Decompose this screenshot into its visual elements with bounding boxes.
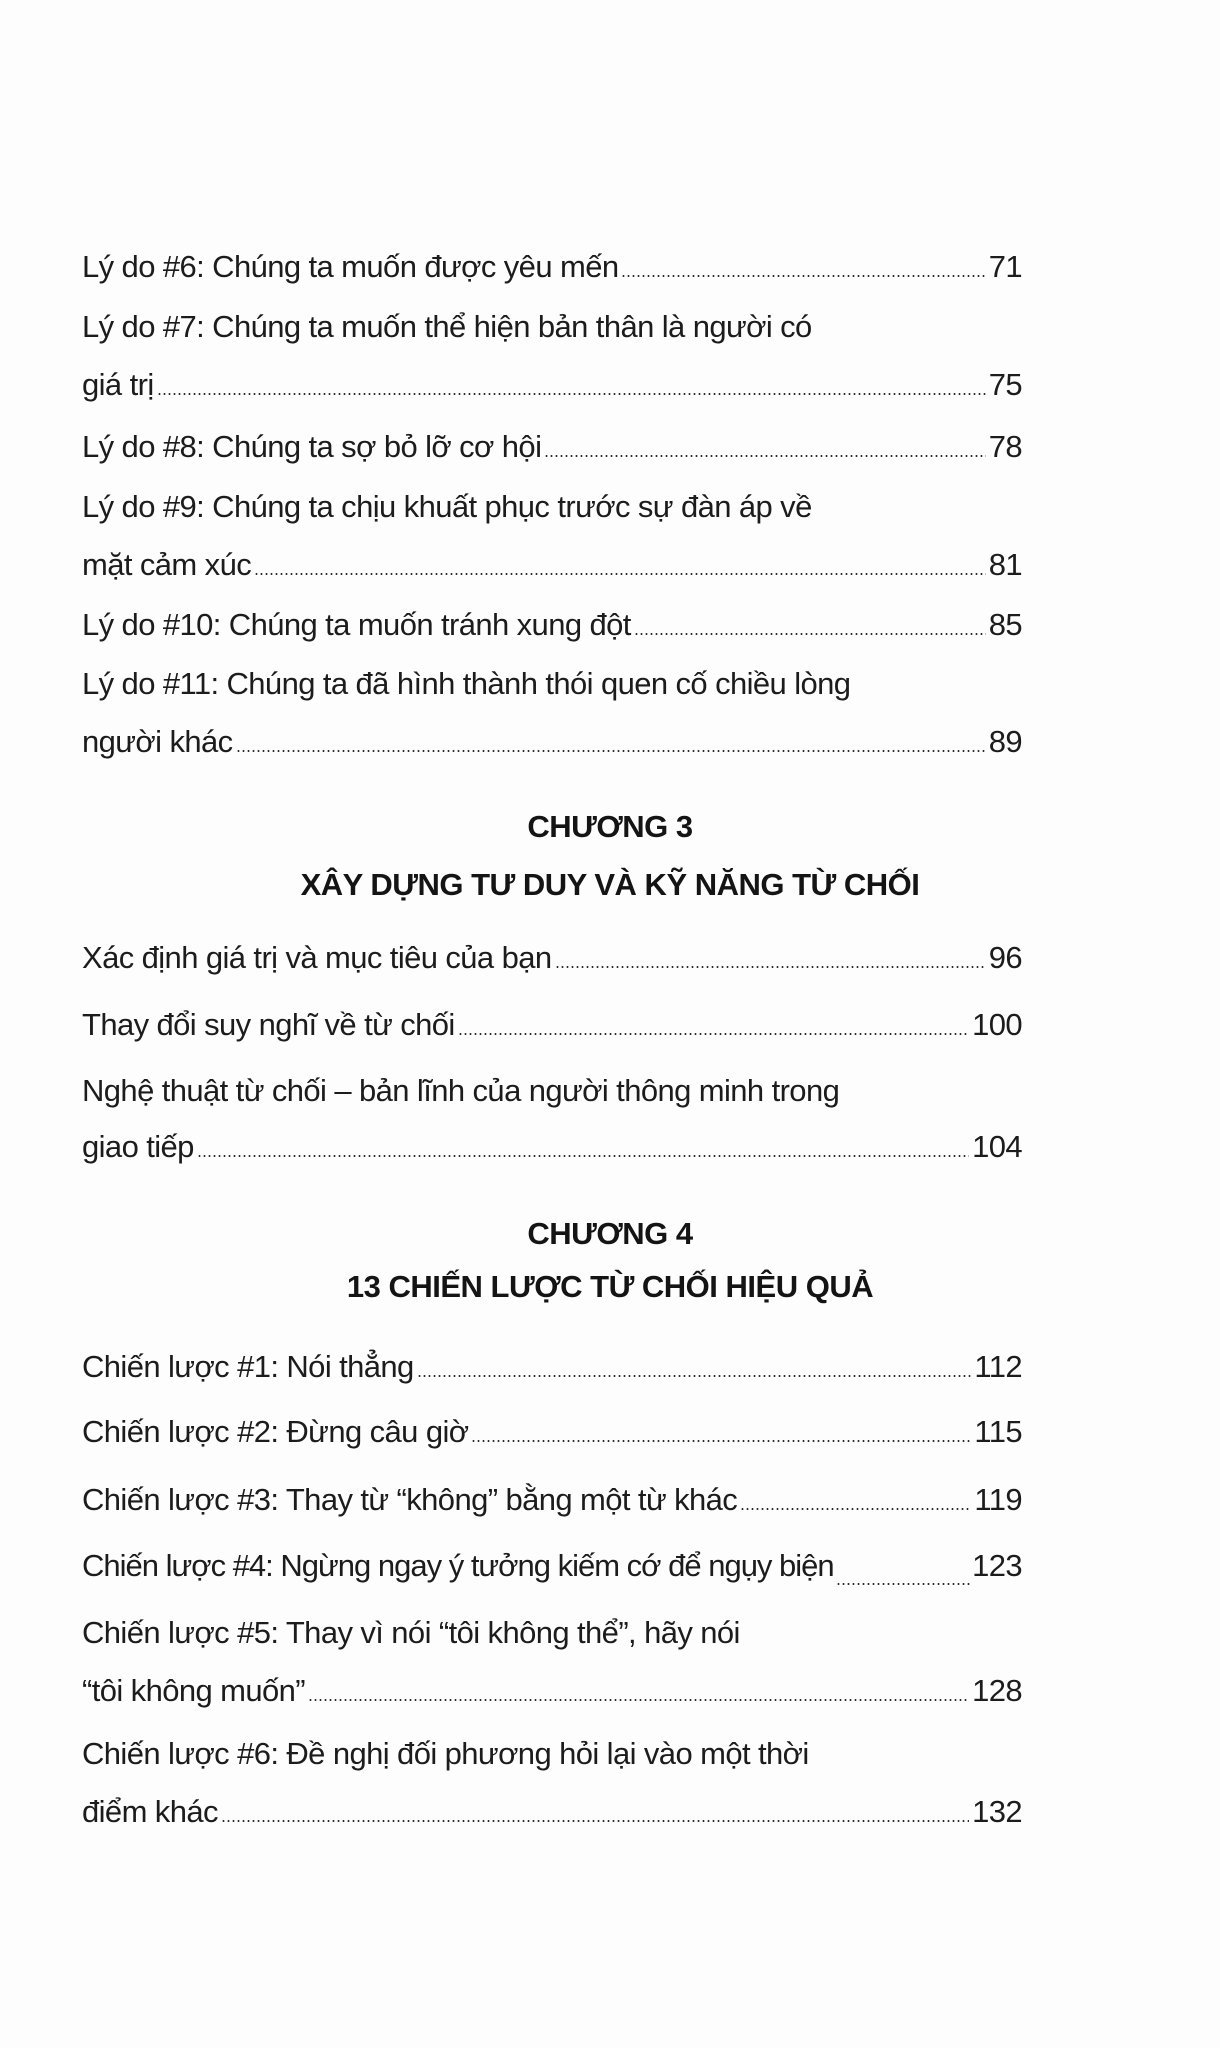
chapter-title: XÂY DỰNG TƯ DUY VÀ KỸ NĂNG TỪ CHỐI [300,867,920,902]
toc-entry [82,308,1022,404]
entry-title: Lý do #7: Chúng ta muốn thể hiện bản thân là người có [82,309,812,344]
page-number: 96 [988,940,1022,975]
dot-leader [221,1820,969,1822]
dot-leader [308,1699,969,1701]
page-number: 89 [988,724,1022,759]
toc-entry [82,606,1022,644]
entry-title: Chiến lược #4: Ngừng ngay ý tưởng kiếm cớ để ngụy biện [82,1548,834,1583]
page-number: 115 [974,1414,1022,1449]
toc-entry [82,939,1022,977]
entry-title: Chiến lược #6: Đề nghị đối phương hỏi lại vào một thời [82,1736,809,1771]
dot-leader [157,393,986,395]
dot-leader [458,1033,969,1035]
entry-title: Chiến lược #3: Thay từ “không” bằng một từ khác [82,1482,738,1517]
entry-title-cont: giao tiếp [82,1129,194,1164]
entry-title: Lý do #8: Chúng ta sợ bỏ lỡ cơ hội [82,429,542,464]
toc-entry [82,1348,1022,1386]
dot-leader [236,750,986,752]
page-number: 104 [972,1129,1022,1164]
chapter-title: 13 CHIẾN LƯỢC TỪ CHỐI HIỆU QUẢ [346,1269,874,1304]
chapter-label: CHƯƠNG 4 [527,1216,693,1251]
page-number: 123 [972,1548,1022,1583]
entry-title-cont: điểm khác [82,1794,218,1829]
entry-title: Lý do #11: Chúng ta đã hình thành thói quen cố chiều lòng [82,666,851,701]
entry-title: Chiến lược #2: Đừng câu giờ [82,1414,469,1449]
toc-entry [82,1006,1022,1044]
entry-title-cont: người khác [82,724,233,759]
dot-leader [197,1155,969,1157]
page-number: 85 [988,607,1022,642]
dot-leader [836,1583,970,1585]
page-number: 78 [988,429,1022,464]
page-number: 100 [972,1007,1022,1042]
toc-entry [82,488,1022,584]
dot-leader [634,633,986,635]
dot-leader [417,1375,972,1377]
page-number: 119 [974,1482,1022,1517]
toc-entry [82,1547,1022,1585]
dot-leader [471,1440,971,1442]
toc-entry [82,428,1022,466]
toc-entry [82,1413,1022,1451]
entry-title: Lý do #10: Chúng ta muốn tránh xung đột [82,607,631,642]
entry-title-cont: “tôi không muốn” [82,1673,306,1708]
toc-entry [82,248,1022,286]
entry-title: Lý do #6: Chúng ta muốn được yêu mến [82,249,619,284]
dot-leader [544,455,985,457]
toc-entry [82,1481,1022,1519]
dot-leader [621,275,985,277]
entry-title: Chiến lược #5: Thay vì nói “tôi không thể”, hãy nói [82,1615,740,1650]
entry-title: Xác định giá trị và mục tiêu của bạn [82,940,552,975]
toc-entry [82,665,1022,761]
dot-leader [555,966,986,968]
toc-entry [82,1735,1022,1831]
toc-entry [82,1614,1022,1710]
page-number: 75 [988,367,1022,402]
entry-title: Nghệ thuật từ chối – bản lĩnh của người thông minh trong [82,1073,840,1108]
page-number: 71 [988,249,1022,284]
dot-leader [740,1508,971,1510]
entry-title-cont: giá trị [82,367,154,402]
page-number: 81 [988,547,1022,582]
page-number: 128 [972,1673,1022,1708]
entry-title-cont: mặt cảm xúc [82,547,252,582]
toc-entry [82,1072,1022,1166]
chapter-label: CHƯƠNG 3 [527,809,693,844]
entry-title: Chiến lược #1: Nói thẳng [82,1349,414,1384]
page-number: 112 [974,1349,1022,1384]
page-number: 132 [972,1794,1022,1829]
entry-title: Thay đổi suy nghĩ về từ chối [82,1007,455,1042]
dot-leader [254,573,986,575]
entry-title: Lý do #9: Chúng ta chịu khuất phục trước sự đàn áp về [82,489,812,524]
